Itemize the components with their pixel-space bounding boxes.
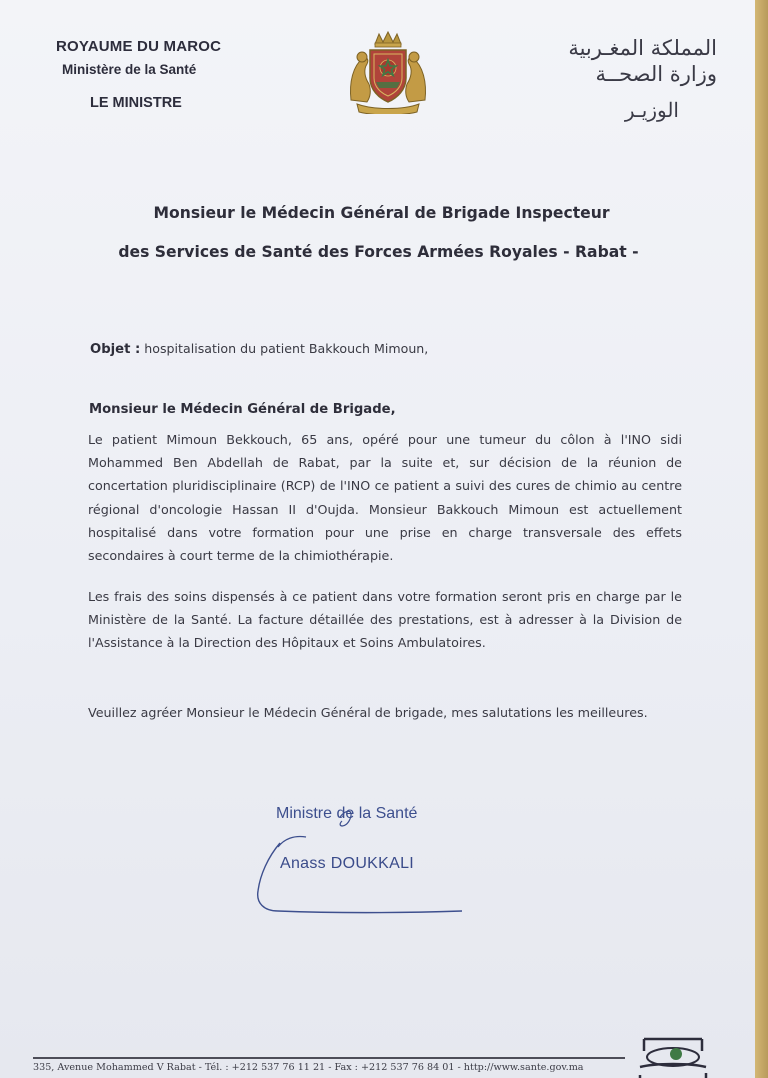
signatory-title: Ministre de la Santé (276, 805, 418, 822)
closing-paragraph: Veuillez agréer Monsieur le Médecin Général de brigade, mes salutations les meilleures. (88, 705, 648, 720)
letterhead-arabic (517, 36, 717, 122)
signature-block (250, 795, 480, 925)
paper-edge (755, 0, 768, 1078)
letterhead-french (56, 38, 256, 111)
kingdom-title-fr: ROYAUME DU MAROC (56, 38, 222, 55)
ministry-title-ar: وزارة الصحــة (595, 62, 717, 87)
office-title-ar: الوزيـر (624, 98, 679, 123)
kingdom-title-ar: المملكة المغـربية (568, 36, 717, 60)
subject-label: Objet : (90, 342, 141, 357)
body-paragraph-2: Les frais des soins dispensés à ce patient dans votre formation seront pris en charge par le Ministère de la Santé. La facture détaillée des prestations, est à adresser à la Division de l'Assistance à la Direction des Hôpitaux et Soins Ambulatoires. (88, 589, 682, 651)
body-paragraph-1: Le patient Mimoun Bekkouch, 65 ans, opéré pour une tumeur du côlon à l'INO sidi Mohammed Ben Abdellah de Rabat, par la suite et, sur décision de la réunion de concertation pluridisciplinaire (RCP) de l'INO ce patient a suivi des cures de chimio au centre régional d'oncologie Hassan II d'Oujda. Monsieur Bakkouch Mimoun est actuellement hospitalisé dans votre formation pour une prise en charge transversale des effets secondaires à court terme de la chimiothérapie. (88, 432, 682, 564)
ministry-title-fr: Ministère de la Santé (62, 62, 197, 77)
salutation: Monsieur le Médecin Général de Brigade, (89, 402, 396, 417)
subject-text: hospitalisation du patient Bakkouch Mimoun, (140, 341, 429, 356)
addressee-line-2: des Services de Santé des Forces Armées Royales - Rabat - (118, 243, 639, 261)
ministry-logo-icon (632, 1033, 712, 1078)
office-title-fr: LE MINISTRE (90, 95, 182, 111)
signatory-name: Anass DOUKKALI (280, 855, 415, 872)
subject-line (90, 341, 428, 357)
coat-of-arms-icon (345, 30, 431, 114)
addressee-line-1: Monsieur le Médecin Général de Brigade Inspecteur (153, 204, 610, 222)
footer-address: 335, Avenue Mohammed V Rabat - Tél. : +212 537 76 11 21 - Fax : +212 537 76 84 01 - http://www.sante.gov.ma (33, 1062, 584, 1073)
footer-divider (33, 1057, 625, 1059)
